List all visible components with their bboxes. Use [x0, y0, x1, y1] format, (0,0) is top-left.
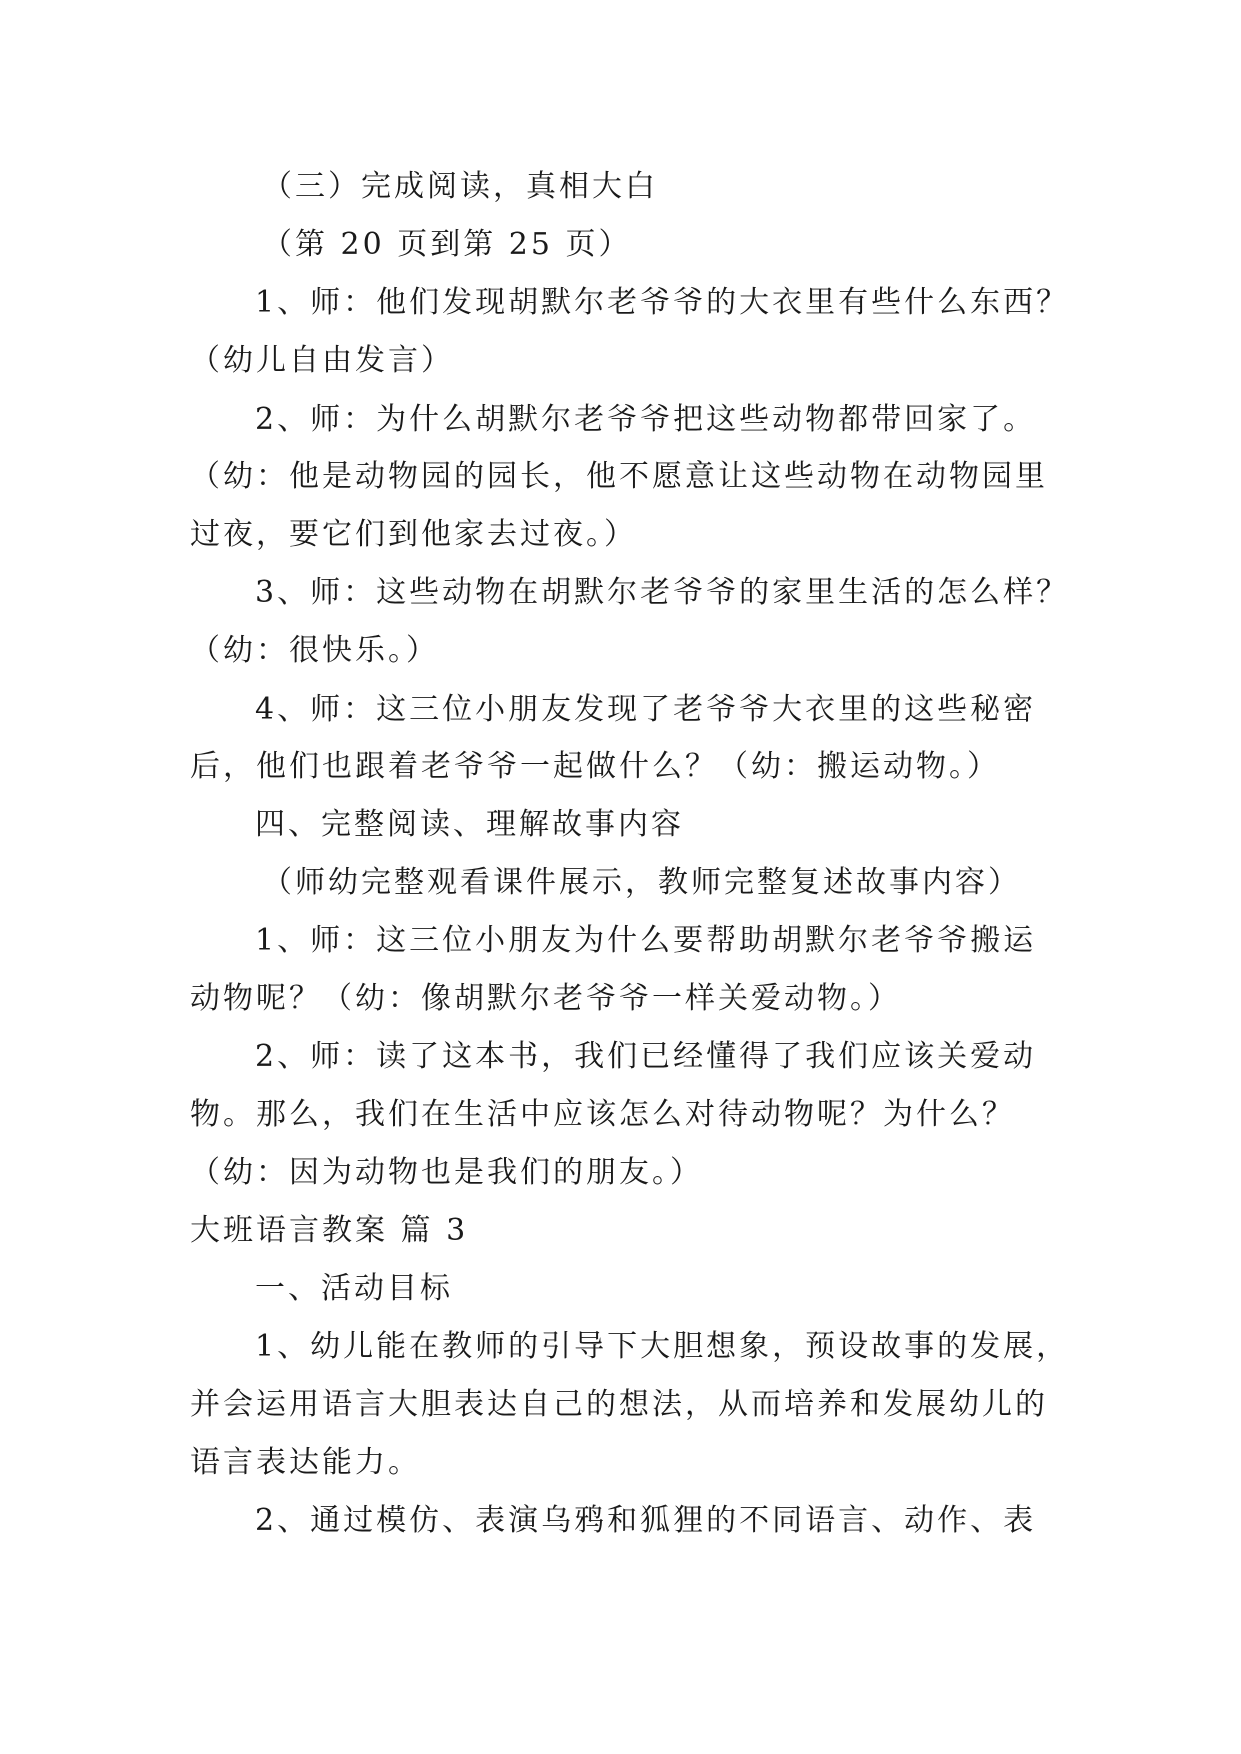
- paragraph-line: 2、通过模仿、表演乌鸦和狐狸的不同语言、动作、表: [255, 1503, 1037, 1538]
- section-heading-full-reading: 四、完整阅读、理解故事内容: [255, 807, 684, 842]
- paragraph-line: 2、师：为什么胡默尔老爷爷把这些动物都带回家了。: [255, 402, 1037, 437]
- paragraph-line: 1、师：他们发现胡默尔老爷爷的大衣里有些什么东西？: [255, 285, 1070, 320]
- paragraph-line: （幼：他是动物园的园长，他不愿意让这些动物在动物园里: [190, 459, 1048, 494]
- paragraph-line: （师幼完整观看课件展示，教师完整复述故事内容）: [262, 865, 1021, 900]
- paragraph-line: 2、师：读了这本书，我们已经懂得了我们应该关爱动: [255, 1039, 1037, 1074]
- section-heading-objectives: 一、活动目标: [255, 1271, 453, 1306]
- paragraph-line: 动物呢？（幼：像胡默尔老爷爷一样关爱动物。）: [190, 981, 901, 1016]
- paragraph-line: （幼儿自由发言）: [190, 343, 454, 378]
- paragraph-line: 物。那么，我们在生活中应该怎么对待动物呢？为什么？: [190, 1097, 1015, 1132]
- paragraph-line: （幼：因为动物也是我们的朋友。）: [190, 1155, 703, 1190]
- paragraph-line: 并会运用语言大胆表达自己的想法，从而培养和发展幼儿的: [190, 1387, 1048, 1422]
- paragraph-line: 语言表达能力。: [190, 1445, 421, 1480]
- paragraph-line: 1、师：这三位小朋友为什么要帮助胡默尔老爷爷搬运: [255, 923, 1037, 958]
- paragraph-line: （幼：很快乐。）: [190, 633, 439, 668]
- paragraph-line: 过夜，要它们到他家去过夜。）: [190, 517, 637, 552]
- page-range-note: （第 20 页到第 25 页）: [262, 227, 632, 262]
- paragraph-line: 1、幼儿能在教师的引导下大胆想象，预设故事的发展，: [255, 1329, 1070, 1364]
- paragraph-line: 4、师：这三位小朋友发现了老爷爷大衣里的这些秘密: [255, 692, 1037, 727]
- paragraph-line: 后，他们也跟着老爷爷一起做什么？（幼：搬运动物。）: [190, 749, 1000, 784]
- section-heading-complete-reading: （三）完成阅读，真相大白: [262, 169, 658, 204]
- paragraph-line: 3、师：这些动物在胡默尔老爷爷的家里生活的怎么样？: [255, 575, 1070, 610]
- lesson-plan-title: 大班语言教案 篇 3: [190, 1213, 469, 1248]
